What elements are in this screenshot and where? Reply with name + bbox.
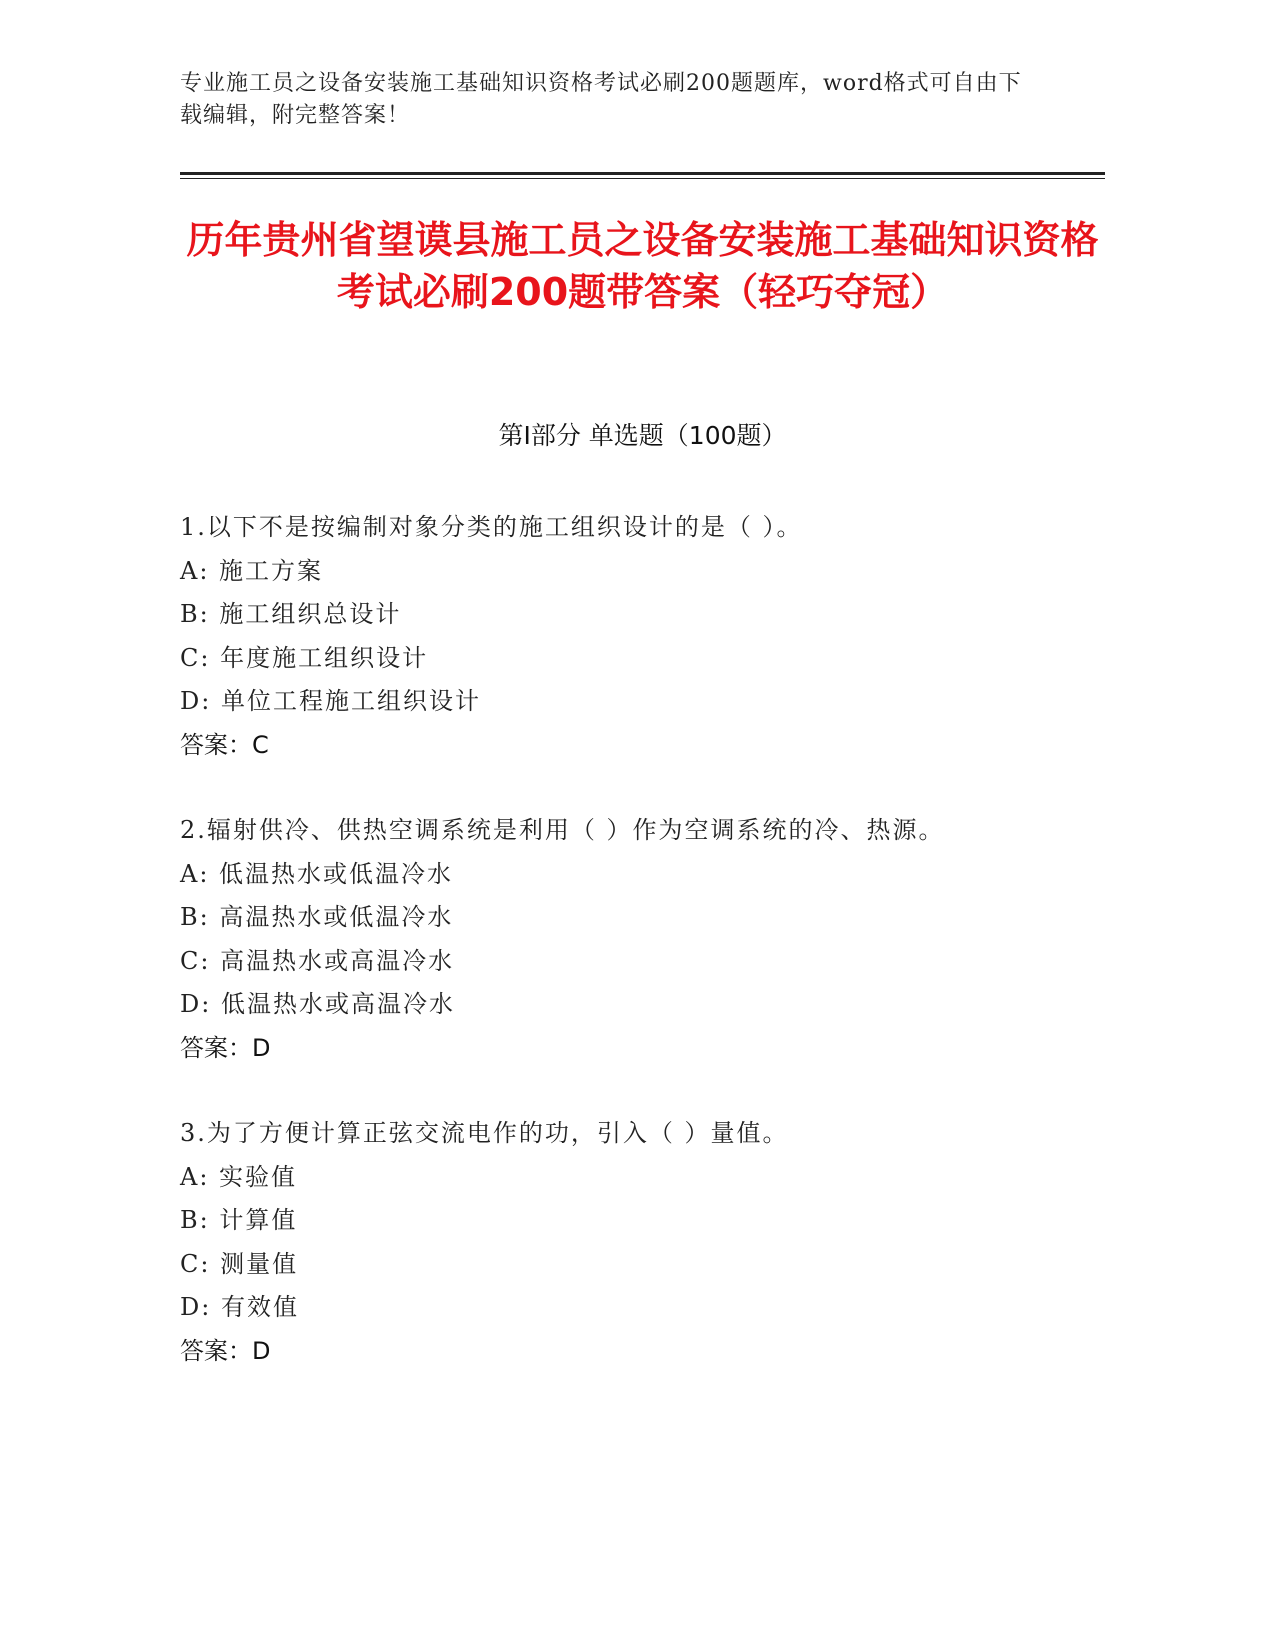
option-b: B: 高温热水或低温冷水 — [180, 903, 454, 931]
header-rule-thin — [180, 178, 1105, 179]
option-a: A: 实验值 — [180, 1162, 298, 1191]
option-c: C: 高温热水或高温冷水 — [180, 946, 455, 975]
header-note: 专业施工员之设备安装施工基础知识资格考试必刷200题题库，word格式可自由下载编辑，附完整答案！ — [180, 71, 1022, 128]
option-d: D: 低温热水或高温冷水 — [180, 990, 455, 1018]
question-answer: 答案：C — [180, 730, 269, 759]
question-1 — [180, 506, 1105, 767]
section-title: 第Ⅰ部分 单选题（100题） — [498, 421, 787, 450]
question-answer: 答案：D — [180, 1033, 271, 1062]
question-stem: 3.为了方便计算正弦交流电作的功，引入（ ）量值。 — [180, 1119, 789, 1147]
option-a: A: 施工方案 — [180, 556, 324, 585]
option-d: D: 有效值 — [180, 1293, 299, 1321]
question-answer: 答案：D — [180, 1336, 271, 1365]
header-rule-thick — [180, 172, 1105, 175]
option-b: B: 计算值 — [180, 1206, 298, 1234]
option-c: C: 年度施工组织设计 — [180, 643, 429, 672]
question-2 — [180, 809, 1105, 1070]
option-c: C: 测量值 — [180, 1249, 299, 1278]
question-stem: 1.以下不是按编制对象分类的施工组织设计的是（ ）。 — [180, 513, 803, 541]
document-title: 历年贵州省望谟县施工员之设备安装施工基础知识资格考试必刷200题带答案（轻巧夺冠） — [186, 218, 1099, 314]
question-stem: 2.辐射供冷、供热空调系统是利用（ ）作为空调系统的冷、热源。 — [180, 816, 945, 844]
option-a: A: 低温热水或低温冷水 — [180, 859, 454, 888]
option-d: D: 单位工程施工组织设计 — [180, 687, 481, 715]
question-3 — [180, 1112, 1105, 1373]
question-list — [180, 506, 1105, 1415]
option-b: B: 施工组织总设计 — [180, 600, 402, 628]
